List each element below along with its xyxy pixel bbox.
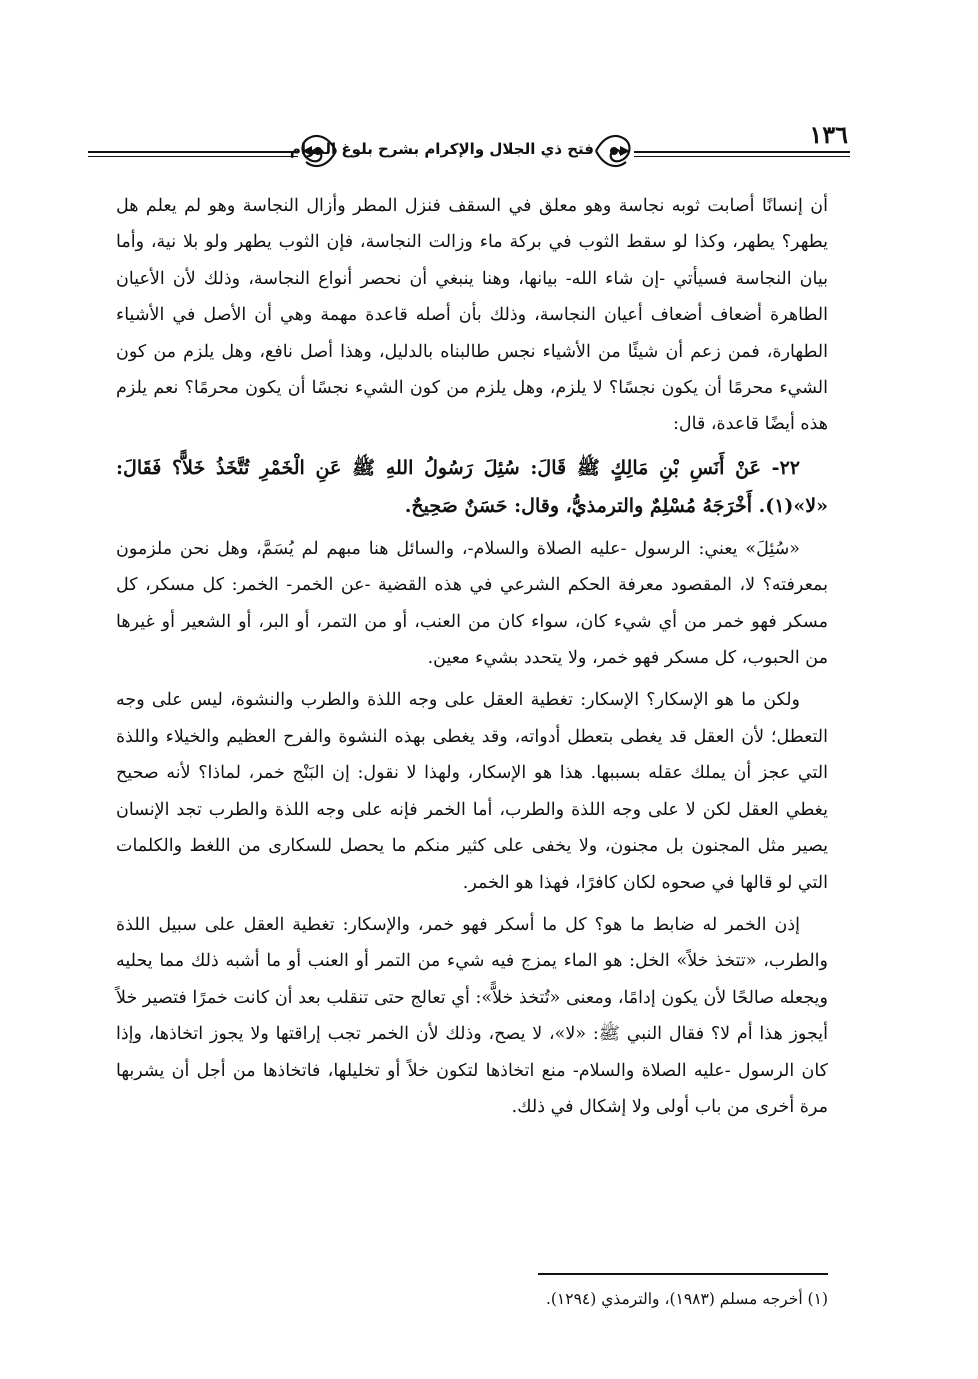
footnote-separator: [538, 1273, 828, 1275]
paragraph: إذن الخمر له ضابط ما هو؟ كل ما أسكر فهو خمر، والإسكار: تغطية العقل على سبيل اللذة والطرب، «تتخذ خلاً» الخل: هو الماء يمزج فيه شيء من التمر أو العنب أو ما أشبه ذلك مما يحليه ويجعله صالحًا لأن يكون إدامًا، ومعنى «تُتخذ خلاًّ»: أي تعالج حتى تنقلب بعد أن كانت خمرًا فتصير خلاً أيجوز هذا أم لا؟ فقال النبي ﷺ: «لا»، لا يصح، وذلك لأن الخمر تجب إراقتها ولا يجوز اتخاذها، وإذا كان الرسول -عليه الصلاة والسلام- منع اتخاذها لتكون خلاً أو تخليلها، فاتخاذها من أجل أن يشربها مرة أخرى من باب أولى ولا إشكال في ذلك.: [116, 914, 828, 1117]
header-title-frame: [289, 126, 634, 176]
page-body: [116, 188, 828, 1131]
footnote: (١) أخرجه مسلم (١٩٨٣)، والترمذي (١٢٩٤).: [545, 1290, 828, 1308]
book-title: فتح ذي الجلال والإكرام بشرح بلوغ المرام: [289, 140, 594, 158]
paragraph: ولكن ما هو الإسكار؟ الإسكار: تغطية العقل على وجه اللذة والطرب والنشوة، ليس على وجه التعطل؛ لأن العقل قد يغطى بتعطل أدواته، وقد يغطى بهذه النشوة والفرح العظيم والخيلاء واللذة التي عجز أن يملك عقله بسببها. هذا هو الإسكار، ولهذا لا نقول: إن البَنْج خمر، لماذا؟ لأنه صحيح يغطي العقل لكن لا على وجه اللذة والطرب، أما الخمر فإنه على وجه اللذة والطرب تجد الإنسان يصير مثل المجنون بل مجنون، ولا يخفى على كثير منكم ما يحصل للسكارى من اللغط والكلمات التي لو قالها في صحوه لكان كافرًا، فهذا هو الخمر.: [116, 690, 828, 893]
page-number: ١٣٦: [809, 120, 848, 149]
paragraph: «سُئِلَ» يعني: الرسول -عليه الصلاة والسلام-، والسائل هنا مبهم لم يُسَمَّ، وهل نحن ملزمون بمعرفته؟ لا، المقصود معرفة الحكم الشرعي في هذه القضية -عن الخمر- الخمر: كل مسكر، كل مسكر فهو خمر من أي شيء كان، سواء كان من العنب، أو من التمر، أو البر، أو الشعير أو غيرها من الحبوب، كل مسكر فهو خمر، ولا يتحدد بشيء معين.: [116, 538, 828, 669]
hadith-text: ٢٢- عَنْ أَنَسِ بْنِ مَالِكٍ ﷺ قَالَ: سُئِلَ رَسُولُ اللهِ ﷺ عَنِ الْخَمْرِ تُتَّخَذُ خَلاًّ؟ فَقَالَ: «لا»(١). أَخْرَجَهُ مُسْلِمٌ والترمذيُّ، وقال: حَسَنٌ صَحِيحٌ.: [116, 456, 828, 517]
paragraph: أن إنسانًا أصابت ثوبه نجاسة وهو معلق في السقف فنزل المطر وأزال النجاسة وهو لم يعلم هل يطهر؟ يطهر، وكذا لو سقط الثوب في بركة ماء وزالت النجاسة، فإن الثوب يطهر ولو بلا نية، وأما بيان النجاسة فسيأتي -إن شاء الله- بيانها، وهنا ينبغي أن نحصر أنواع النجاسة، وذلك لأن الأعيان الطاهرة أضعاف أضعاف أعيان النجاسة، وذلك بأن أصله قاعدة مهمة وهي أن الأصل في الأشياء الطهارة، فمن زعم أن شيئًا من الأشياء نجس طالبناه بالدليل، وهذا أصل نافع، وهل يلزم من كون الشيء محرمًا أن يكون نجسًا؟ لا يلزم، وهل يلزم من كون الشيء نجسًا أن يكون محرمًا؟ نعم يلزم هذه أيضًا قاعدة، قال:: [116, 196, 828, 435]
ornament-right-icon: [594, 126, 634, 176]
running-header: [88, 118, 850, 180]
